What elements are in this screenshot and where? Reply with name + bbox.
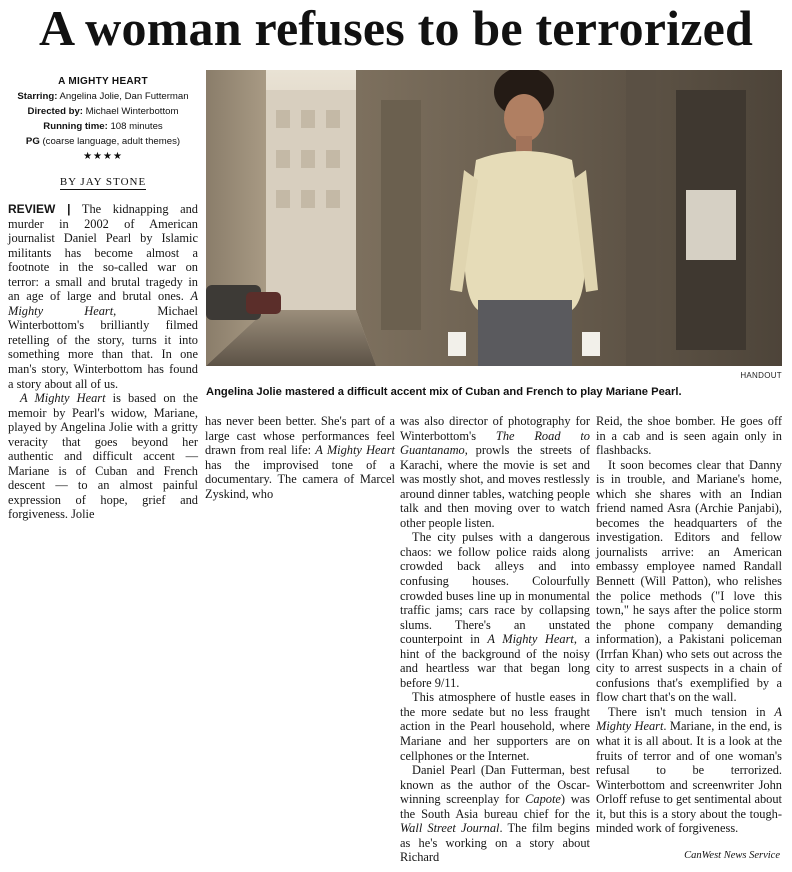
paragraph-1-text: The kidnapping and murder in 2002 of American journalist Daniel Pearl by Islamic militants has become almost a footnote in the so-called war on terror: a small and brutal tragedy in an age of large and brutal ones. — [8, 202, 198, 304]
paragraph-3-text: The city pulses with a dangerous chaos: we follow police raids along crowded back alleys and into confusing houses. Colourfully crowded buses line up in monumental traffic jams; cars race by collapsing slums. There's an unstated counterpoint in — [400, 530, 590, 647]
paragraph-5 — [400, 763, 590, 865]
column-3 — [400, 414, 590, 865]
byline-text: BY JAY STONE — [59, 176, 147, 188]
movie-title: A MIGHTY HEART — [58, 76, 148, 87]
film-title: A Mighty Heart — [8, 289, 199, 318]
starring-value: Angelina Jolie, Dan Futterman — [59, 91, 189, 102]
photo-caption: Angelina Jolie mastered a difficult accent mix of Cuban and French to play Mariane Pearl. — [206, 386, 682, 398]
paragraph-5-text: Daniel Pearl (Dan Futterman, best known as the author of the Oscar-winning screenplay for — [400, 763, 590, 807]
movie-info-box — [8, 74, 198, 164]
column-1 — [8, 202, 198, 522]
paragraph-7 — [596, 705, 782, 836]
paragraph-4: This atmosphere of hustle eases in the more sedate but no less fraught action in the Pearl household, where Mariane and her supporters are on cellphones or the Internet. — [400, 690, 590, 763]
review-label: REVIEW | — [8, 202, 71, 216]
film-title: A Mighty Heart — [487, 632, 574, 647]
paragraph-5-mid: ) was the South Asia bureau chief for the — [400, 792, 590, 821]
paragraph-2b-rest: has the improvised tone of a documentary. The camera of Marcel Zyskind, who — [205, 457, 395, 501]
starring-line — [8, 89, 198, 104]
column-4 — [596, 414, 782, 836]
paragraph-1 — [8, 202, 198, 391]
paragraph-2 — [8, 391, 198, 522]
paragraph-6: It soon becomes clear that Danny is in trouble, and Mariane's home, which she shares with an Indian friend named Asra (Archie Panjabi), becomes the headquarters of the investigation. Editors and fellow journalists arrive: an American embassy employee named Randall Bennett (Will Patton), who relishes the police methods ("I love this town," he says after the police storm the phone company demanding information), a Pakistani policeman (Irrfan Khan) who sets out across the city to arrest suspects in a chain of confusions that's exemplified by a flow chart that's on the wall. — [596, 457, 782, 705]
film-title: The Road to Guantanamo — [400, 428, 590, 458]
paragraph-2-text: is based on the memoir by Pearl's widow, Mariane, played by Angelina Jolie with a gritty veracity that goes beyond her authentic and difficult accent — Mariane is of Cuban and French descent — to an almost painful expression of hope, grief and forgiveness. Jolie — [8, 391, 198, 522]
runtime-label: Running time: — [43, 121, 108, 132]
newspaper-title: Wall Street Journal — [400, 821, 500, 836]
paragraph-7-rest: . Mariane, in the end, is what it is all about. It is a look at the fruits of terror and of one woman's refusal to be terrorized. Winterbottom and screenwriter John Orloff refuse to get sentimental about it, but this is a story about the tough-minded work of forgiveness. — [596, 719, 782, 836]
paragraph-3-rest: , a hint of the background of the noisy and heartless war that began long before 9/11. — [400, 632, 590, 690]
runtime-value: 108 minutes — [110, 121, 163, 132]
paragraph-7-text: There isn't much tension in — [608, 704, 775, 719]
director-value: Michael Winterbottom — [85, 106, 179, 117]
photo-illustration — [206, 70, 782, 366]
paragraph-1-rest: , Michael Winterbottom's brilliantly filmed retelling of the story, turns it into something more than that. In one man's story, Winterbottom has found a story about all of us. — [8, 303, 198, 391]
film-title: A Mighty Heart — [596, 704, 782, 734]
film-title: A Mighty Heart — [20, 391, 106, 406]
director-line — [8, 104, 198, 119]
rating-value: (coarse language, adult themes) — [42, 136, 181, 147]
paragraph-2b-text: has never been better. She's part of a large cast whose performances feel drawn from real life: — [205, 414, 395, 458]
article-photo — [206, 70, 782, 366]
paragraph-2c-rest: , prowls the streets of Karachi, where the movie is set and was mostly shot, and moves restlessly around dinner tables, watching people talk and then moving over to watch other people listen. — [400, 443, 590, 530]
paragraph-3 — [400, 530, 590, 690]
paragraph-5-continued: Reid, the shoe bomber. He goes off in a cab and is seen again only in flashbacks. — [596, 414, 782, 458]
paragraph-2-continued-2 — [400, 414, 590, 530]
headline: A woman refuses to be terrorized — [38, 0, 754, 56]
rating-label: PG — [25, 136, 40, 147]
film-title: Capote — [525, 792, 561, 807]
column-2 — [205, 414, 395, 501]
star-rating: ★★★★ — [83, 151, 123, 162]
photo-credit: HANDOUT — [740, 371, 782, 380]
rating-line — [8, 134, 198, 149]
starring-label: Starring: — [17, 91, 58, 102]
wire-service-credit: CanWest News Service — [684, 850, 780, 861]
byline — [8, 176, 198, 188]
film-title: A Mighty Heart — [315, 443, 396, 458]
paragraph-5-rest: . The film begins as he's working on a story about Richard — [400, 821, 590, 865]
runtime-line — [8, 119, 198, 134]
paragraph-2-continued — [205, 414, 395, 501]
director-label: Directed by: — [27, 106, 83, 117]
paragraph-2c-text: was also director of photography for Winterbottom's — [400, 414, 590, 443]
